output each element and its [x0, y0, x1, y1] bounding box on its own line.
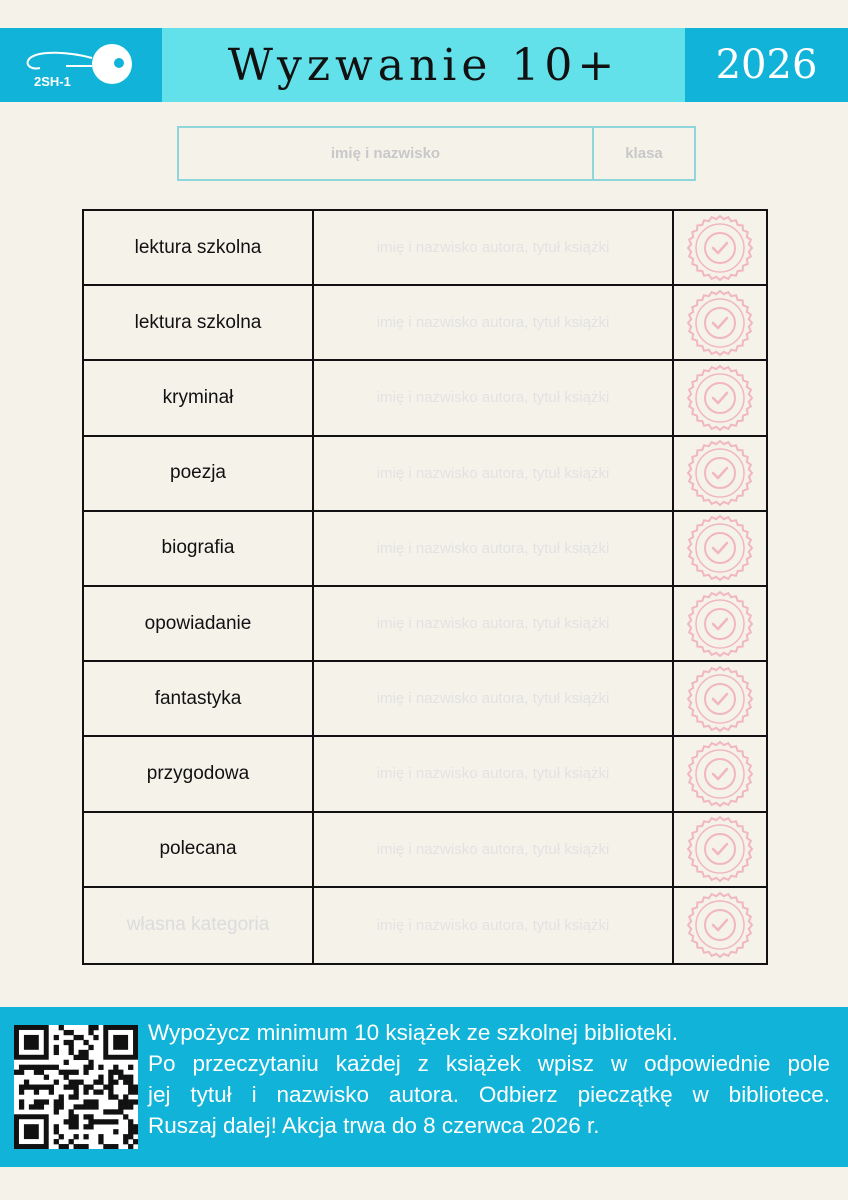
footer-instructions [148, 1017, 830, 1141]
book-input-cell[interactable]: imię i nazwisko autora, tytuł książki [314, 737, 674, 810]
category-cell: opowiadanie [84, 587, 314, 660]
stamp-badge-icon [686, 891, 754, 959]
stamp-badge-icon [686, 665, 754, 733]
category-cell: przygodowa [84, 737, 314, 810]
student-name-field[interactable]: imię i nazwisko [179, 128, 594, 179]
logo-text: 2SH-1 [34, 74, 71, 89]
stamp-badge-icon [686, 815, 754, 883]
stamp-badge-icon [686, 590, 754, 658]
book-input-cell[interactable]: imię i nazwisko autora, tytuł książki [314, 361, 674, 434]
stamp-badge-icon [686, 439, 754, 507]
year-label: 2026 [715, 42, 818, 88]
stamp-cell [674, 813, 766, 886]
reading-table [82, 209, 768, 965]
table-row [84, 361, 766, 436]
student-class-field[interactable]: klasa [625, 145, 663, 162]
book-input-cell[interactable]: imię i nazwisko autora, tytuł książki [314, 211, 674, 284]
table-row [84, 888, 766, 963]
year-banner [685, 28, 848, 102]
table-row [84, 437, 766, 512]
table-row [84, 512, 766, 587]
book-input-cell[interactable]: imię i nazwisko autora, tytuł książki [314, 662, 674, 735]
footer-line: jej tytuł i nazwisko autora. Odbierz pieczątkę w bibliotece. [148, 1082, 830, 1107]
title-banner [162, 28, 685, 102]
table-row [84, 737, 766, 812]
table-row [84, 587, 766, 662]
stamp-cell [674, 211, 766, 284]
stamp-cell [674, 437, 766, 510]
stamp-cell [674, 737, 766, 810]
stamp-badge-icon [686, 740, 754, 808]
page-title: Wyzwanie 10+ [227, 39, 620, 91]
student-info-row [177, 126, 696, 181]
category-cell: biografia [84, 512, 314, 585]
book-input-cell[interactable]: imię i nazwisko autora, tytuł książki [314, 813, 674, 886]
footer-line: Po przeczytaniu każdej z książek wpisz w odpowiednie pole [148, 1051, 830, 1076]
category-cell: lektura szkolna [84, 286, 314, 359]
stamp-cell [674, 361, 766, 434]
book-input-cell[interactable]: imię i nazwisko autora, tytuł książki [314, 437, 674, 510]
category-cell: poezja [84, 437, 314, 510]
stamp-cell [674, 286, 766, 359]
footer-banner [0, 1007, 848, 1167]
category-cell: polecana [84, 813, 314, 886]
category-cell: lektura szkolna [84, 211, 314, 284]
table-row [84, 662, 766, 737]
book-input-cell[interactable]: imię i nazwisko autora, tytuł książki [314, 286, 674, 359]
stamp-badge-icon [686, 214, 754, 282]
book-input-cell[interactable]: imię i nazwisko autora, tytuł książki [314, 587, 674, 660]
stamp-badge-icon [686, 289, 754, 357]
book-input-cell[interactable]: imię i nazwisko autora, tytuł książki [314, 888, 674, 963]
header [0, 28, 848, 102]
stamp-badge-icon [686, 514, 754, 582]
footer-line: Ruszaj dalej! Akcja trwa do 8 czerwca 2026 r. [148, 1113, 600, 1138]
stamp-cell [674, 662, 766, 735]
table-row [84, 286, 766, 361]
category-cell: fantastyka [84, 662, 314, 735]
category-cell: kryminał [84, 361, 314, 434]
stamp-cell [674, 512, 766, 585]
book-input-cell[interactable]: imię i nazwisko autora, tytuł książki [314, 512, 674, 585]
footer-line: Wypożycz minimum 10 książek ze szkolnej biblioteki. [148, 1020, 678, 1045]
stamp-cell [674, 587, 766, 660]
school-logo [0, 28, 162, 102]
stamp-cell [674, 888, 766, 963]
table-row [84, 813, 766, 888]
table-row [84, 211, 766, 286]
qr-code[interactable] [14, 1025, 138, 1149]
stamp-badge-icon [686, 364, 754, 432]
category-cell[interactable]: własna kategoria [84, 888, 314, 963]
